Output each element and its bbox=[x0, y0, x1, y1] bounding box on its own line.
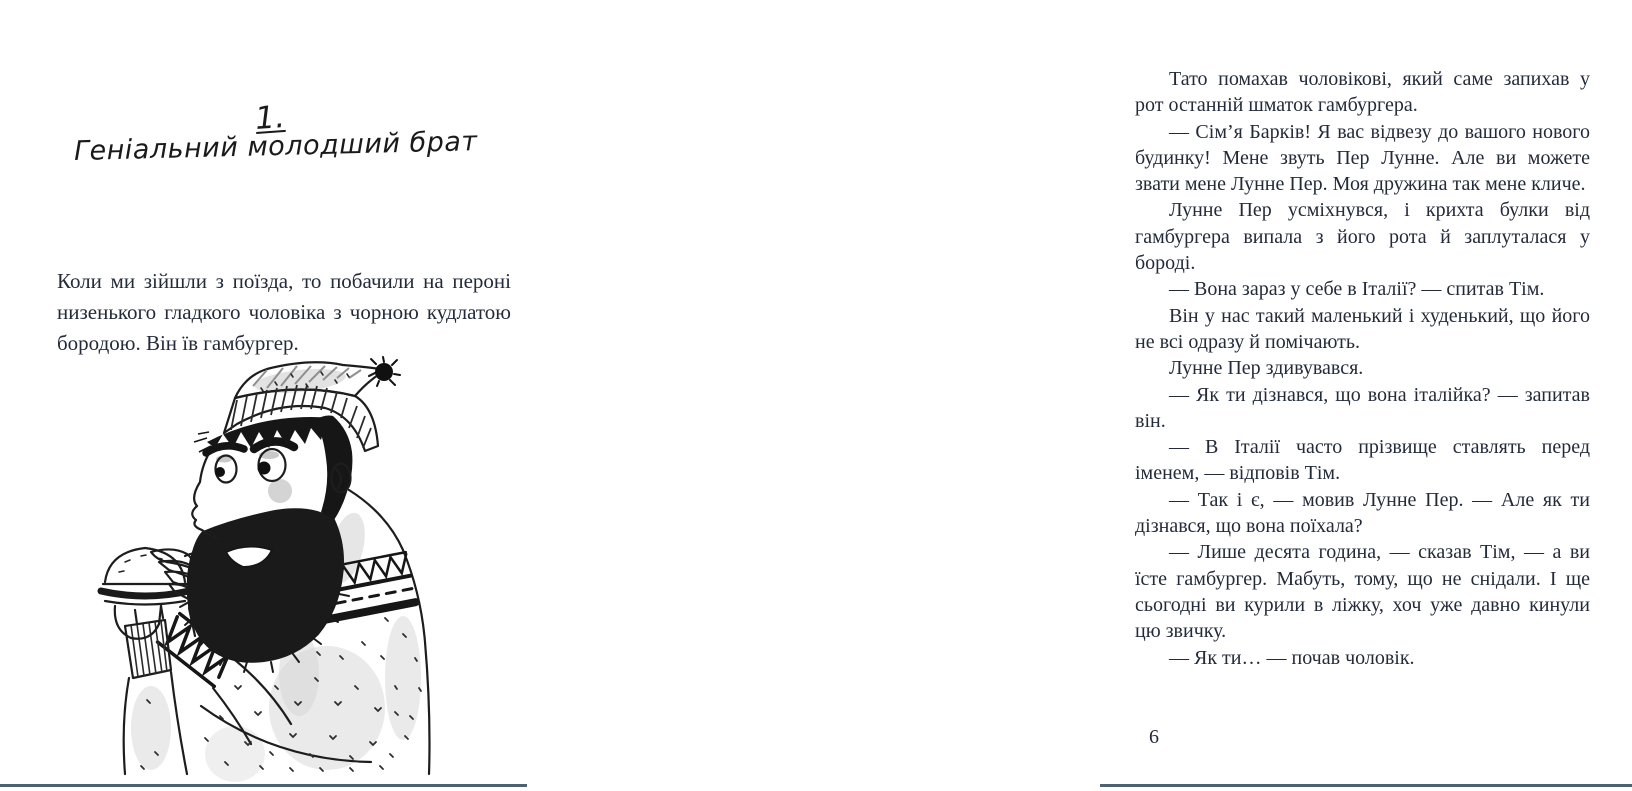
left-pupil bbox=[215, 467, 225, 477]
left-page bbox=[0, 0, 527, 791]
footer-rule-right bbox=[1100, 784, 1632, 787]
right-pupil bbox=[258, 462, 271, 475]
paragraph: — Вона зараз у себе в Італії? — спитав Тім. bbox=[1169, 278, 1545, 301]
page-number: 6 bbox=[1149, 726, 1159, 748]
paragraph: — Сім’я Барків! Я вас відвезу до вашого нового будинку! Мене звуть Пер Лунне. Але ви можете звати мене Лунне Пер. Моя дружина так мене кличе. bbox=[1135, 120, 1590, 196]
opening-paragraph: Коли ми зійшли з поїзда, то побачили на пероні низенького гладкого чоловіка з чорною кудлатою бородою. Він їв гамбургер. bbox=[57, 269, 511, 355]
right-page bbox=[527, 0, 1590, 791]
paragraph: Лунне Пер усміхнувся, і крихта булки від гамбургера випала з його рота й заплуталася у бороді. bbox=[1135, 199, 1590, 275]
paragraph: — В Італії часто прізвище ставлять перед іменем, — відповів Тім. bbox=[1135, 436, 1590, 485]
illustration-bearded-man-eating-hamburger bbox=[85, 356, 465, 776]
body-text bbox=[1135, 66, 1590, 671]
paragraph: — Як ти дізнався, що вона італійка? — запитав він. bbox=[1135, 383, 1590, 432]
pom-pom bbox=[371, 357, 400, 386]
paragraph: — Лише десята година, — сказав Тім, — а ви їсте гамбургер. Мабуть, тому, що не снідали. І ще сьогодні ви курили в ліжку, хоч уже давно кинули цю звичку. bbox=[1135, 541, 1590, 643]
hamburger bbox=[101, 548, 189, 605]
paragraph: Тато помахав чоловікові, який саме запихав у рот останній шматок гамбургера. bbox=[1135, 68, 1590, 117]
paragraph: — Так і є, — мовив Лунне Пер. — Але як ти дізнався, що вона поїхала? bbox=[1135, 488, 1590, 538]
chapter-title: Геніальний молодший брат bbox=[73, 126, 478, 168]
paragraph: — Як ти… — почав чоловік. bbox=[1169, 646, 1415, 669]
paragraph: Він у нас такий маленький і худенький, що його не всі одразу й помічають. bbox=[1135, 304, 1590, 353]
left-eyebrow bbox=[206, 446, 244, 453]
blush bbox=[268, 479, 292, 503]
paragraph: Лунне Пер здивувався. bbox=[1169, 357, 1364, 380]
chapter-number: 1. bbox=[253, 99, 287, 137]
footer-rule-left bbox=[0, 784, 527, 787]
